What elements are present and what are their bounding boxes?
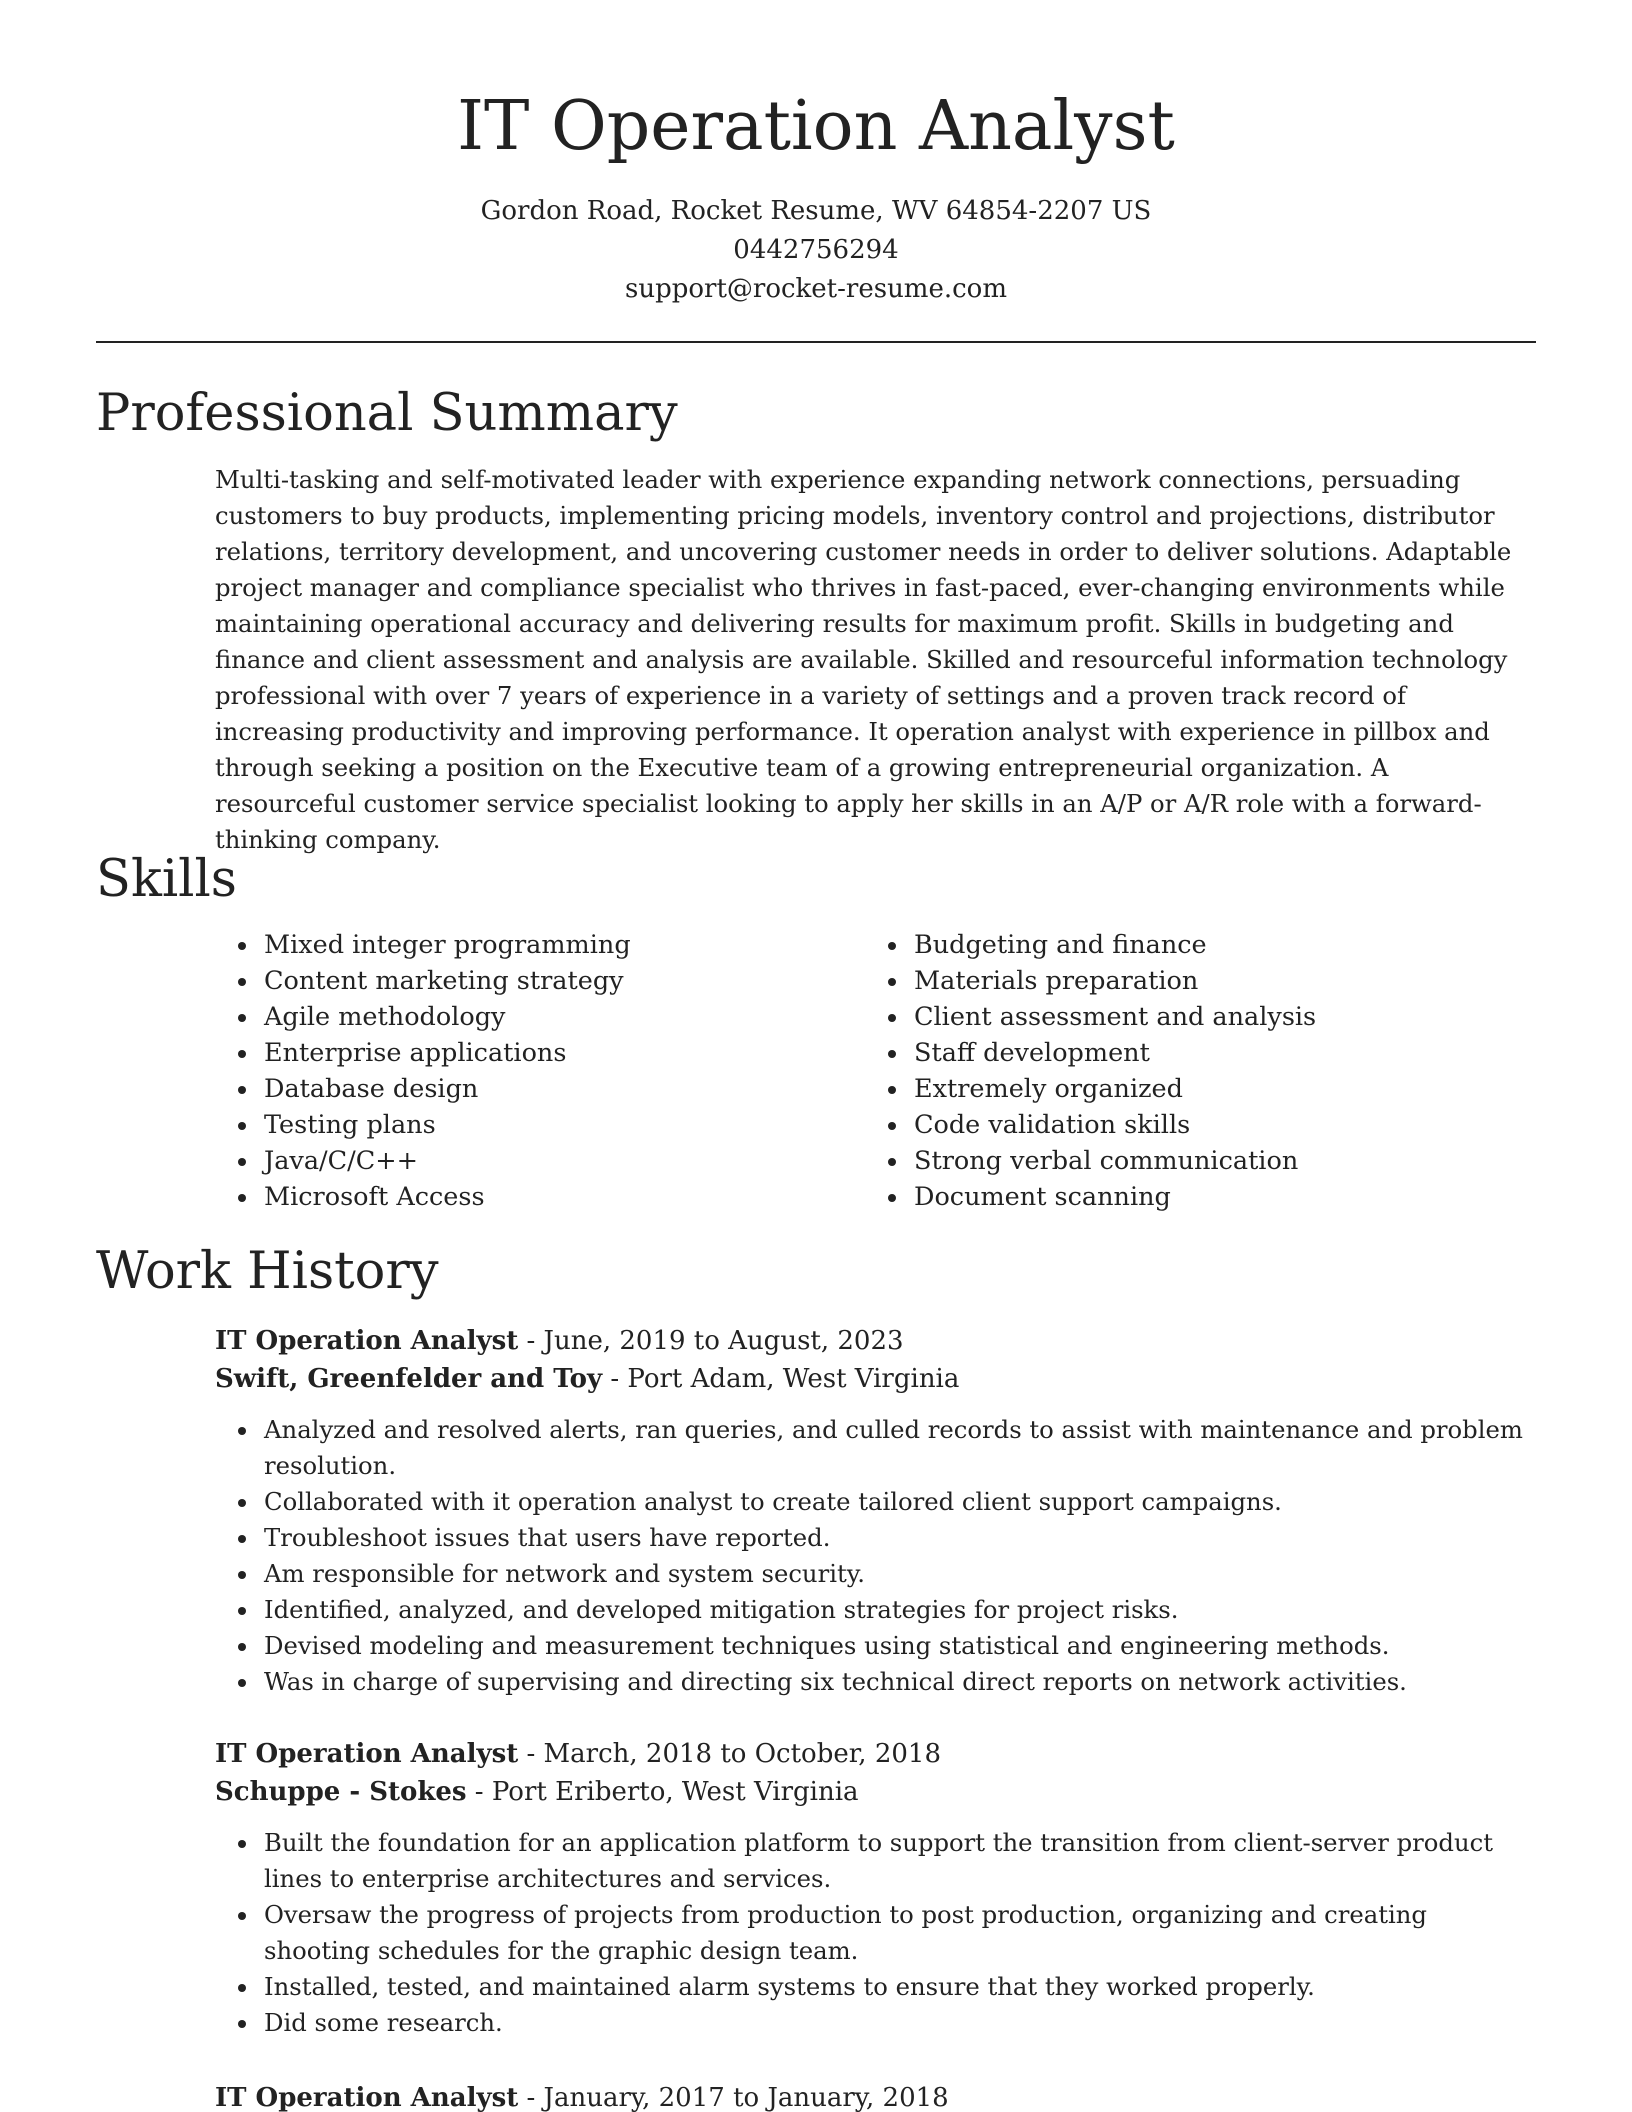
contact-phone: 0442756294 [733,235,899,265]
resume-title: IT Operation Analyst [457,87,1175,166]
skill-item: • Budgeting and finance [910,927,1530,963]
job-title-line [215,1735,1535,1773]
skills-heading: Skills [96,850,237,909]
summary-text: Multi-tasking and self-motivated leader with experience expanding network connections, persuading customers to buy products, implementing pricing models, inventory control and projections, distributor relations, territory development, and uncovering customer needs in order to deliver solutions. Adaptable project manager and compliance specialist who thrives in fast-paced, ever-changing environments while maintaining operational accuracy and delivering results for maximum profit. Skills in budgeting and finance and client assessment and analysis are available. Skilled and resourceful information technology professional with over 7 years of experience in a variety of settings and a proven track record of increasing productivity and improving performance. It operation analyst with experience in pillbox and through seeking a position on the Executive team of a growing entrepreneurial organization. A resourceful customer service specialist looking to apply her skills in an A/P or A/R role with a forward-thinking company. [215,465,1512,854]
job-dates: - March, 2018 to October, 2018 [518,1739,941,1769]
job-bullet: • Analyzed and resolved alerts, ran queries, and culled records to assist with maintenance and problem resolution. [260,1412,1535,1484]
job-bullets [215,1412,1535,1700]
job-bullet: • Installed, tested, and maintained alarm systems to ensure that they worked properly. [260,1969,1535,2005]
job-bullet: • Identified, analyzed, and developed mitigation strategies for project risks. [260,1592,1535,1628]
job-title: IT Operation Analyst [215,2083,519,2112]
skill-item: • Database design [260,1071,860,1107]
job-bullet: • Troubleshoot issues that users have reported. [260,1520,1535,1556]
skill-item: • Enterprise applications [260,1035,860,1071]
skill-item: • Microsoft Access [260,1179,860,1215]
job-dates: - January, 2017 to January, 2018 [518,2083,949,2112]
job-entry [215,1322,1535,1700]
skill-item: • Testing plans [260,1107,860,1143]
job-entry [215,2079,1535,2112]
contact-address: Gordon Road, Rocket Resume, WV 64854-2207 US [480,196,1152,226]
job-entry [215,1735,1535,2041]
skills-list-right [910,927,1530,1215]
job-location: - Port Eriberto, West Virginia [466,1777,859,1807]
skill-item: • Client assessment and analysis [910,999,1530,1035]
skill-item: • Java/C/C++ [260,1143,860,1179]
skill-item: • Extremely organized [910,1071,1530,1107]
job-company: Swift, Greenfelder and Toy [215,1364,603,1394]
job-bullet: • Built the foundation for an application platform to support the transition from client-server product lines to enterprise architectures and services. [260,1825,1535,1897]
job-location: - Port Adam, West Virginia [602,1364,960,1394]
job-title: IT Operation Analyst [215,1739,519,1769]
job-company: Schuppe - Stokes [215,1777,467,1807]
job-company-line [215,1360,1535,1398]
contact-email: support@rocket-resume.com [624,274,1007,304]
skill-item: • Document scanning [910,1179,1530,1215]
summary-heading: Professional Summary [96,384,678,443]
job-bullet: • Devised modeling and measurement techniques using statistical and engineering methods. [260,1628,1535,1664]
job-dates: - June, 2019 to August, 2023 [518,1326,904,1356]
skill-item: • Strong verbal communication [910,1143,1530,1179]
job-title-line [215,1322,1535,1360]
skill-item: • Mixed integer programming [260,927,860,963]
skill-item: • Content marketing strategy [260,963,860,999]
skills-list-left [260,927,860,1215]
skill-item: • Agile methodology [260,999,860,1035]
job-bullet: • Was in charge of supervising and directing six technical direct reports on network activities. [260,1664,1535,1700]
job-title: IT Operation Analyst [215,1326,519,1356]
contact-block [0,192,1632,309]
job-company-line [215,1773,1535,1811]
job-title-line [215,2079,1535,2112]
job-bullet: • Collaborated with it operation analyst to create tailored client support campaigns. [260,1484,1535,1520]
header-divider [96,341,1536,343]
skill-item: • Materials preparation [910,963,1530,999]
job-bullet: • Oversaw the progress of projects from production to post production, organizing and creating shooting schedules for the graphic design team. [260,1897,1535,1969]
job-bullet: • Am responsible for network and system security. [260,1556,1535,1592]
job-bullets [215,1825,1535,2041]
work-history-heading: Work History [96,1242,439,1301]
skill-item: • Staff development [910,1035,1530,1071]
skill-item: • Code validation skills [910,1107,1530,1143]
job-bullet: • Did some research. [260,2005,1535,2041]
